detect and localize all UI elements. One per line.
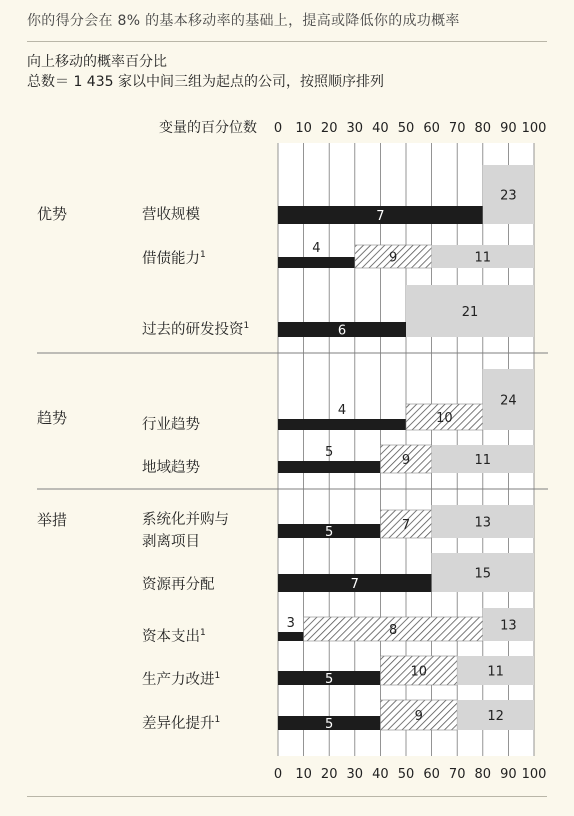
- data-label: 10: [436, 411, 453, 426]
- bar-black: [278, 632, 304, 641]
- tick-label-bottom: 70: [448, 767, 466, 782]
- tick-label-top: 20: [320, 121, 338, 136]
- tick-label-bottom: 100: [521, 767, 547, 782]
- tick-label-top: 90: [500, 121, 517, 136]
- tick-label-bottom: 40: [372, 767, 389, 782]
- tick-label-bottom: 80: [474, 767, 492, 782]
- data-label: 3: [286, 616, 295, 631]
- data-label: 11: [487, 664, 504, 680]
- data-label: 5: [325, 672, 334, 687]
- data-label: 7: [376, 209, 385, 224]
- tick-label-top: 50: [397, 121, 415, 136]
- row-label: 行业趋势: [142, 417, 200, 433]
- data-label: 24: [500, 393, 517, 409]
- row-label: 系统化并购与: [142, 512, 229, 528]
- data-label: 4: [312, 241, 321, 256]
- footnote-marker: 1: [200, 250, 206, 260]
- data-label: 9: [389, 250, 398, 266]
- data-label: 15: [474, 566, 492, 582]
- row-label: 地域趋势: [142, 460, 200, 476]
- data-label: 5: [325, 445, 334, 460]
- tick-label-top: 40: [372, 121, 389, 136]
- tick-label-bottom: 30: [346, 767, 364, 782]
- bar-black: [278, 461, 380, 473]
- tick-label-bottom: 60: [423, 767, 440, 782]
- group-label: 趋势: [37, 409, 68, 427]
- x-axis-label: 变量的百分位数: [159, 120, 257, 136]
- bar-black: [278, 257, 355, 268]
- caption-text: 你的得分会在 8% 的基本移动率的基础上，提高或降低你的成功概率: [27, 13, 460, 29]
- data-label: 7: [401, 518, 411, 533]
- data-label: 23: [500, 188, 517, 204]
- row-label: 资源再分配: [142, 577, 215, 593]
- data-label: 11: [474, 453, 492, 468]
- group-label: 优势: [37, 205, 68, 223]
- tick-label-top: 30: [346, 121, 364, 136]
- tick-label-bottom: 0: [273, 767, 283, 782]
- tick-label-top: 100: [521, 121, 547, 136]
- data-label: 5: [325, 717, 334, 732]
- data-label: 11: [474, 250, 492, 266]
- row-label: 借债能力$^1$: [142, 250, 206, 267]
- bottom-divider: [27, 796, 547, 797]
- chart-subtitle: 总数＝ 1 435 家以中间三组为起点的公司，按照顺序排列: [27, 74, 384, 90]
- tick-label-bottom: 10: [295, 767, 312, 782]
- tick-label-bottom: 20: [320, 767, 338, 782]
- data-label: 7: [350, 577, 359, 592]
- data-label: 6: [337, 323, 347, 339]
- footnote-marker: 1: [214, 715, 221, 725]
- footnote-marker: 1: [214, 671, 221, 681]
- chart-title: 向上移动的概率百分比: [27, 54, 167, 70]
- row-label: 营收规模: [142, 207, 200, 223]
- data-label: 10: [410, 664, 428, 680]
- footnote-marker: 1: [243, 321, 250, 331]
- data-label: 21: [461, 305, 479, 320]
- tick-label-top: 0: [273, 121, 283, 136]
- row-label: 资本支出$^1$: [142, 628, 206, 645]
- data-label: 13: [500, 618, 517, 634]
- tick-label-bottom: 90: [500, 767, 517, 782]
- data-label: 4: [337, 403, 347, 418]
- data-label: 9: [401, 453, 411, 468]
- group-label: 举措: [37, 511, 68, 529]
- row-label: 过去的研发投资$^1$: [142, 321, 250, 338]
- tick-label-bottom: 50: [397, 767, 415, 782]
- tick-label-top: 80: [474, 121, 492, 136]
- bar-black: [278, 419, 406, 430]
- data-label: 13: [474, 515, 492, 531]
- tick-label-top: 70: [448, 121, 466, 136]
- row-label-line2: 剥离项目: [142, 534, 200, 550]
- data-label: 5: [325, 525, 334, 540]
- data-label: 12: [487, 709, 504, 724]
- footnote-marker: 1: [200, 628, 206, 638]
- data-label: 9: [414, 709, 423, 724]
- tick-label-top: 60: [423, 121, 440, 136]
- data-label: 8: [389, 623, 398, 638]
- row-label: 差异化提升$^1$: [142, 715, 221, 732]
- row-label: 生产力改进$^1$: [142, 671, 221, 688]
- tick-label-top: 10: [295, 121, 312, 136]
